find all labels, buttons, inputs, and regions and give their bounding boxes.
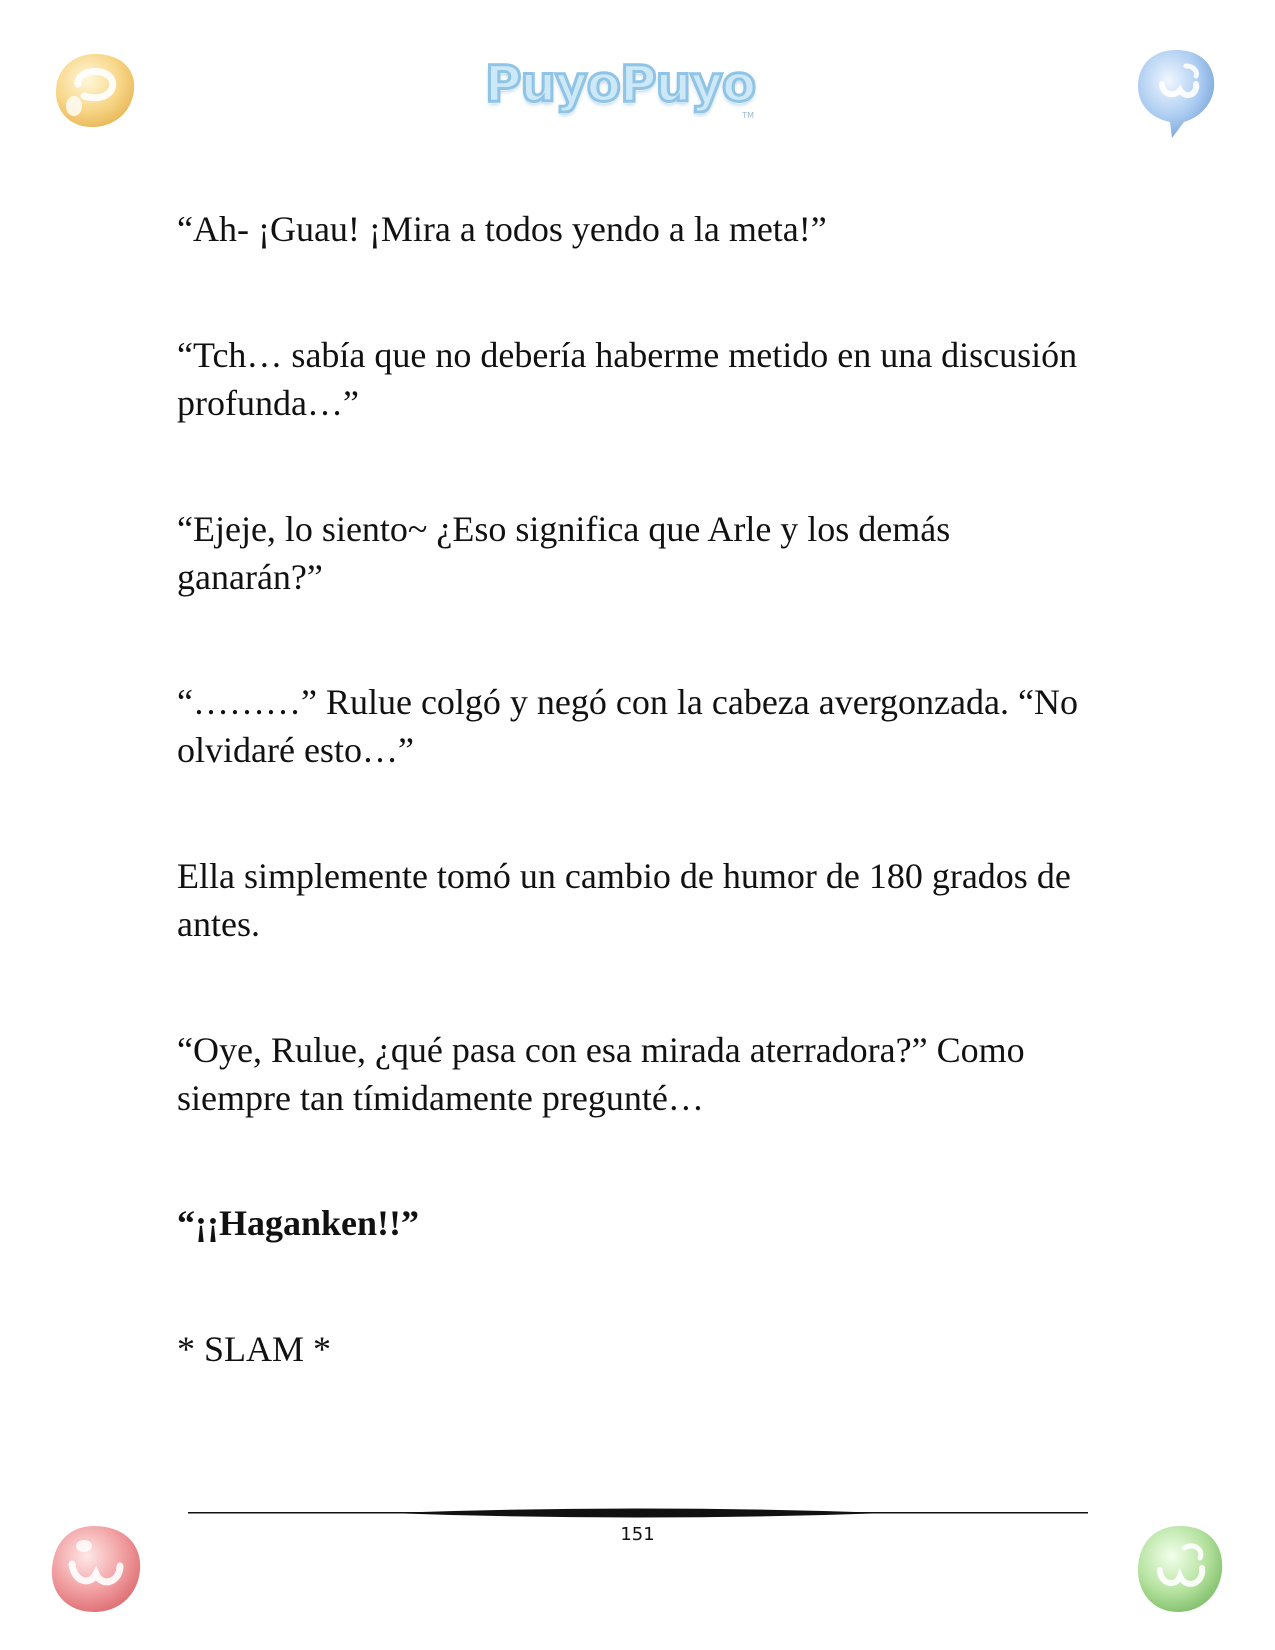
logo-text: PuyoPuyo <box>484 55 756 113</box>
paragraph: “Tch… sabía que no debería haberme metido en una discusión profunda…” <box>177 335 1078 423</box>
paragraph: “………” Rulue colgó y negó con la cabeza avergonzada. “No olvidaré esto…” <box>177 682 1078 770</box>
blue-puyo-icon <box>1132 44 1222 149</box>
paragraph: “Ah- ¡Guau! ¡Mira a todos yendo a la meta!” <box>177 209 827 249</box>
puyopuyo-logo <box>480 55 760 130</box>
paragraph: Ella simplemente tomó un cambio de humor de 180 grados de antes. <box>177 856 1071 944</box>
paragraph-bold: “¡¡Haganken!!” <box>177 1203 419 1243</box>
logo-trademark: TM <box>742 111 754 120</box>
page-number: 151 <box>620 1524 655 1545</box>
paragraph: “Ejeje, lo siento~ ¿Eso significa que Arle y los demás ganarán?” <box>177 509 951 597</box>
footer-divider <box>188 1506 1088 1525</box>
paragraph: “Oye, Rulue, ¿qué pasa con esa mirada aterradora?” Como siempre tan tímidamente pregunté… <box>177 1030 1025 1118</box>
paragraph: * SLAM * <box>177 1329 332 1369</box>
yellow-puyo-icon <box>50 48 140 138</box>
